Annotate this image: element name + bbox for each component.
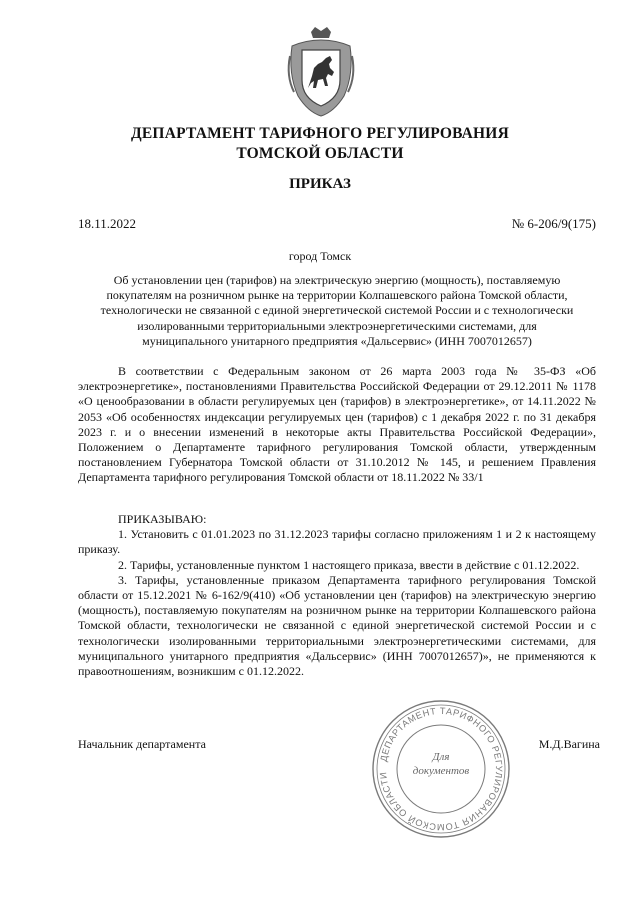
orders-section bbox=[78, 512, 596, 679]
stamp-center-line2: документов bbox=[412, 765, 470, 777]
order-item-3: 3. Тарифы, установленные приказом Департамента тарифного регулирования Томской области от 15.12.2021 № 6-162/9(410) «Об установлении цен (тарифов) на электрическую энергию (мощность), поставляемую покупателям на розничном рынке на территории Колпашевского района Томской области, технологически не связанной с единой энергетической системой России и с технологически изолированными территориальными электроэнергетическими системами, для муниципального унитарного предприятия «Дальсервис» (ИНН 7007012657)», не применяются к правоотношениям, возникшим с 01.12.2022. bbox=[78, 572, 596, 679]
order-item-1: 1. Установить с 01.01.2023 по 31.12.2023 тарифы согласно приложениям 1 и 2 к настоящему приказу. bbox=[78, 527, 596, 557]
order-item-2: 2. Тарифы, установленные пунктом 1 настоящего приказа, ввести в действие с 01.12.2022. bbox=[118, 557, 580, 572]
preamble-paragraph: В соответствии с Федеральным законом от 26 марта 2003 года № 35-ФЗ «Об электроэнергетике», постановлениями Правительства Российской Федерации от 29.12.2011 № 1178 «О ценообразовании в области регулируемых цен (тарифов) в электроэнергетике», от 14.11.2022 № 2053 «Об особенностях индексации регулируемых цен (тарифов) с 1 декабря 2022 г. по 31 декабря 2023 г. и о внесении изменений в некоторые акты Правительства Российской Федерации», Положением о Департаменте тарифного регулирования Томской области, утвержденным постановлением Губернатора Томской области от 31.10.2012 № 145, и решением Правления Департамента тарифного регулирования Томской области от 18.11.2022 № 33/1 bbox=[78, 364, 596, 485]
order-date: 18.11.2022 bbox=[78, 216, 137, 231]
preamble-section bbox=[78, 364, 596, 486]
order-subject bbox=[78, 273, 596, 349]
subject-line: муниципального унитарного предприятия «Дальсервис» (ИНН 7007012657) bbox=[142, 333, 532, 348]
subject-line: технологически не связанной с единой энергетической системой России и с технологически bbox=[100, 303, 574, 318]
subject-line: изолированными территориальными электроэнергетическими системами, для bbox=[137, 318, 537, 333]
order-number: № 6-206/9(175) bbox=[511, 216, 596, 231]
department-title bbox=[60, 124, 580, 164]
order-city: город Томск bbox=[288, 249, 352, 263]
coat-of-arms-emblem bbox=[284, 26, 358, 118]
subject-line: Об установлении цен (тарифов) на электрическую энергию (мощность), поставляемую bbox=[113, 273, 561, 287]
document-type-title: ПРИКАЗ bbox=[289, 176, 351, 192]
subject-line: покупателям на розничном рынке на территории Колпашевского района Томской области, bbox=[106, 288, 568, 303]
signatory-position: Начальник департамента bbox=[78, 737, 206, 751]
department-title-line2: ТОМСКОЙ ОБЛАСТИ bbox=[236, 145, 404, 162]
signatory-name: М.Д.Вагина bbox=[538, 737, 600, 751]
stamp-center-line1: Для bbox=[432, 751, 450, 763]
stamp-ring-text: ДЕПАРТАМЕНТ ТАРИФНОГО РЕГУЛИРОВАНИЯ ТОМСКОЙ ОБЛАСТИ bbox=[377, 705, 505, 833]
orders-heading: ПРИКАЗЫВАЮ: bbox=[118, 512, 207, 526]
stamp-center-text bbox=[370, 750, 512, 778]
department-title-line1: ДЕПАРТАМЕНТ ТАРИФНОГО РЕГУЛИРОВАНИЯ bbox=[131, 125, 509, 142]
